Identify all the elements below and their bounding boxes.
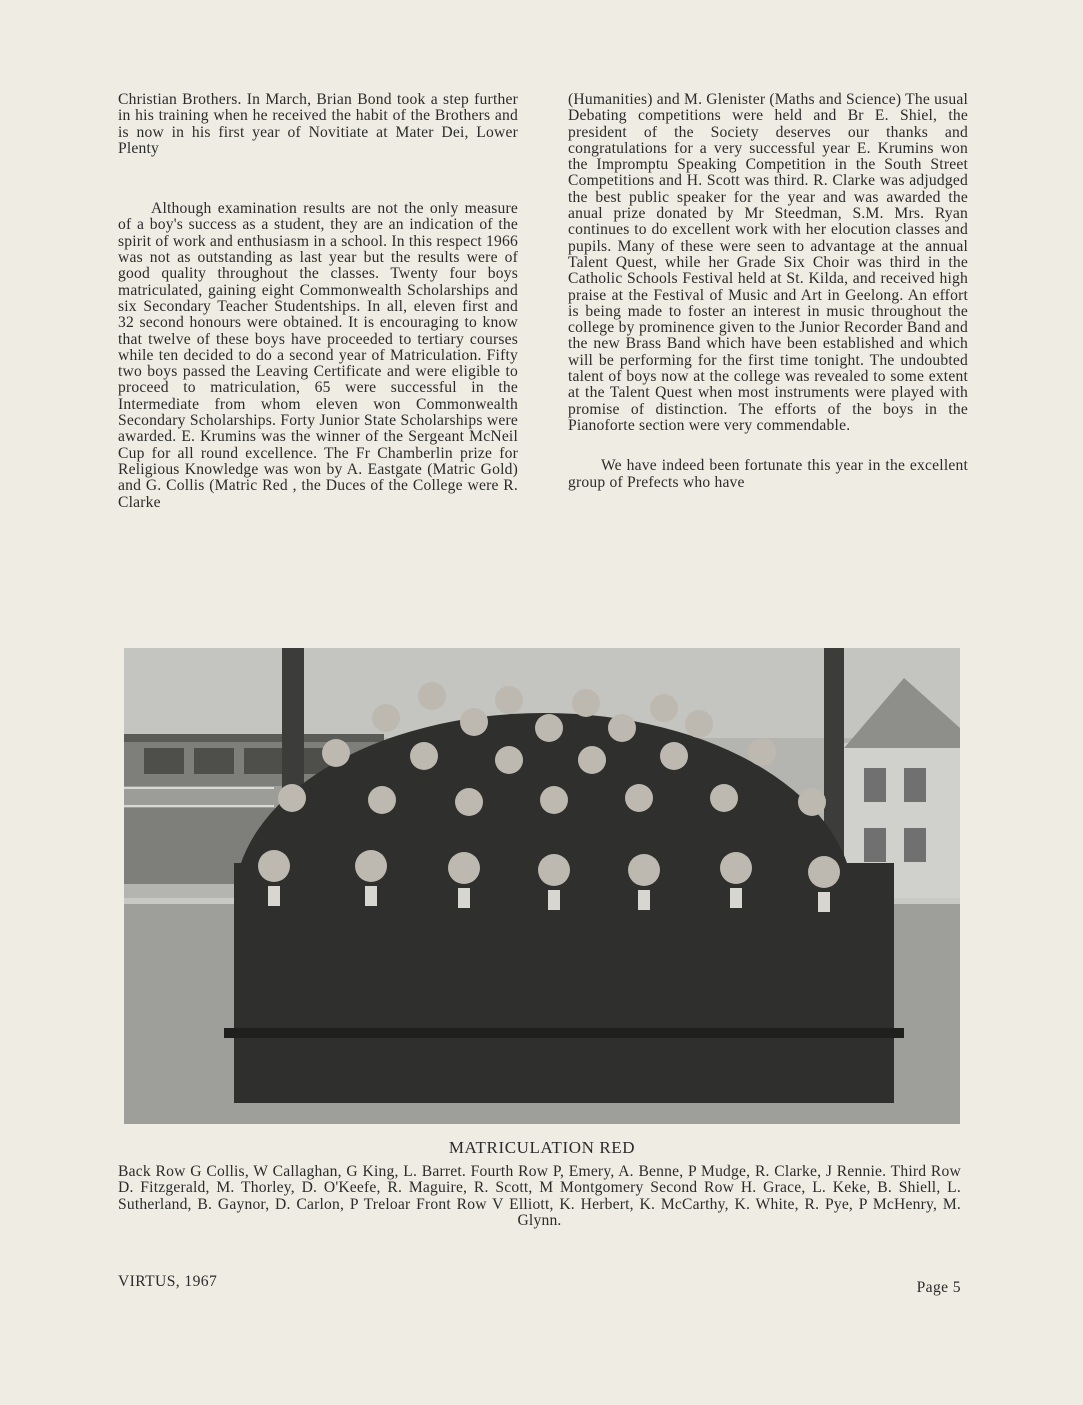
- footer-page-number: Page 5: [916, 1279, 961, 1296]
- photo-caption-title: MATRICULATION RED: [448, 1138, 636, 1157]
- photo-caption-names: Back Row G Collis, W Callaghan, G King, L. Barret. Fourth Row P, Emery, A. Benne, P Mudge, R. Clarke, J Rennie. Third Row D. Fitzgerald, M. Thorley, D. O'Keefe, R. Maguire, R. Scott, M Montgomery Second Row H. Grace, L. Keke, B. Shiell, L. Sutherland, B. Gaynor, D. Carlon, P Treloar Front Row V Elliott, K. Herbert, K. McCarthy, K. White, R. Pye, P McHenry, M. Glynn.: [118, 1163, 961, 1229]
- footer-publication: VIRTUS, 1967: [118, 1273, 218, 1290]
- left-paragraph-1: Christian Brothers. In March, Brian Bond took a step further in his training when he received the habit of the Brothers and is now in his first year of Novitiate at Mater Dei, Lower Plenty: [118, 91, 518, 157]
- right-paragraph-1: (Humanities) and M. Glenister (Maths and Science) The usual Debating competitions were held and Br E. Shiel, the president of the Society deserves our thanks and congratulations for a very successful year E. Krumins won the Impromptu Speaking Competition in the South Street Competitions and H. Scott was third. R. Clarke was adjudged the best public speaker for the year and was awarded the anual prize donated by Mr Steedman, S.M. Mrs. Ryan continues to do excellent work with her elocution classes and pupils. Many of these were seen to advantage at the annual Talent Quest, while her Grade Six Choir was third in the Catholic Schools Festival held at St. Kilda, and received high praise at the Festival of Music and Art in Geelong. An effort is being made to foster an interest in music throughout the college by prominence given to the Junior Recorder Band and the new Brass Band which have been established and which will be performing for the first time tonight. The undoubted talent of boys now at the college was revealed to some extent at the Talent Quest when most instruments were played with promise of distinction. The efforts of the boys in the Pianoforte section were very commendable.: [568, 91, 968, 434]
- right-paragraph-2: We have indeed been fortunate this year in the excellent group of Prefects who have: [568, 457, 968, 491]
- group-photo-illustration: [124, 648, 960, 1124]
- left-text-column: [118, 92, 518, 511]
- left-paragraph-2: Although examination results are not the only measure of a boy's success as a student, they are an indication of the spirit of work and enthusiasm in a school. In this respect 1966 was not as outstanding as last year but the results were of good quality throughout the classes. Twenty four boys matriculated, gaining eight Commonwealth Scholarships and six Secondary Teacher Studentships. In all, eleven first and 32 second honours were obtained. It is encouraging to know that twelve of these boys have proceeded to tertiary courses while ten decided to do a second year of Matriculation. Fifty two boys passed the Leaving Certificate and were eligible to proceed to matriculation, 65 were successful in the Intermediate from whom eleven won Commonwealth Secondary Scholarships. Forty Junior State Scholarships were awarded. E. Krumins was the winner of the Sergeant McNeil Cup for all round excellence. The Fr Chamberlin prize for Religious Knowledge was won by A. Eastgate (Matric Gold) and G. Collis (Matric Red , the Duces of the College were R. Clarke: [118, 200, 518, 511]
- group-photograph: [124, 648, 960, 1124]
- right-text-column: [568, 92, 968, 491]
